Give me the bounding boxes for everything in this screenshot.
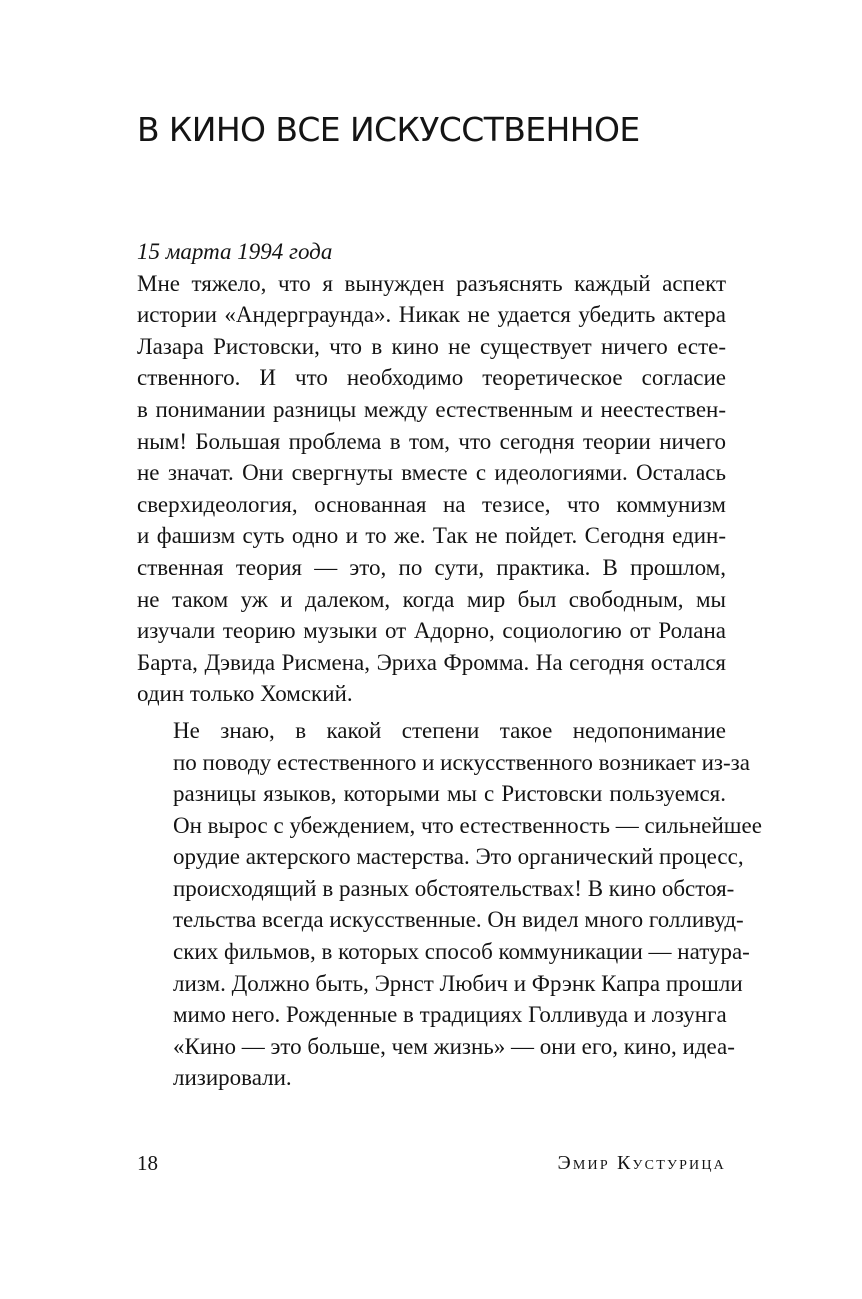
entry-date: 15 марта 1994 года [137, 239, 333, 264]
text-line: изучали теорию музыки от Адорно, социологию от Ролана [137, 618, 726, 644]
paragraph [137, 268, 726, 710]
text-line: Не знаю, в какой степени такое недопонимание [173, 717, 726, 743]
text-line: ным! Большая проблема в том, что сегодня теории ничего [137, 428, 726, 454]
text-line: один только Хомский. [137, 681, 353, 707]
text-line: не значат. Они свергнуты вместе с идеологиями. Осталась [137, 460, 726, 486]
text-line: орудие актерского мастерства. Это органический процесс, [173, 844, 744, 870]
text-line: разницы языков, которыми мы с Ристовски пользуемся. [173, 781, 726, 807]
text-line: в понимании разницы между естественным и неестествен- [137, 396, 726, 422]
text-line: ственного. И что необходимо теоретическое согласие [137, 365, 726, 391]
text-line: Он вырос с убеждением, что естественность — сильнейшее [173, 812, 762, 838]
text-line: Мне тяжело, что я вынужден разъяснять каждый аспект [137, 270, 726, 296]
text-line: ственная теория — это, по сути, практика. В прошлом, [137, 554, 726, 580]
text-line: мимо него. Рожденные в традициях Голливуда и лозунга [173, 1002, 727, 1028]
text-line: Лазара Ристовски, что в кино не существует ничего есте- [137, 333, 726, 359]
text-line: не таком уж и далеком, когда мир был свободным, мы [137, 586, 726, 612]
text-line: происходящий в разных обстоятельствах! В кино обстоя- [173, 875, 735, 901]
text-line: Барта, Дэвида Рисмена, Эриха Фромма. На сегодня остался [137, 649, 726, 675]
page-number: 18 [137, 1151, 158, 1175]
running-head-author: Эмир Кустурица [557, 1152, 726, 1174]
text-line: и фашизм суть одно и то же. Так не пойдет. Сегодня един- [137, 523, 726, 549]
text-line: ских фильмов, в которых способ коммуникации — натура- [173, 939, 750, 965]
body-text [137, 268, 762, 1094]
text-line: лизм. Должно быть, Эрнст Любич и Фрэнк Капра прошли [173, 970, 743, 996]
text-block [137, 236, 762, 1094]
text-line: сверхидеология, основанная на тезисе, что коммунизм [137, 491, 726, 517]
text-line: тельства всегда искусственные. Он видел много голливуд- [173, 907, 744, 933]
text-line: истории «Андерграунда». Никак не удается убедить актера [137, 302, 726, 328]
paragraph [137, 715, 762, 1094]
page-footer [137, 1151, 726, 1181]
text-line: по поводу естественного и искусственного возникает из-за [173, 749, 750, 775]
text-line: «Кино — это больше, чем жизнь» — они его, кино, идеа- [173, 1033, 735, 1059]
text-line: лизировали. [173, 1065, 292, 1091]
chapter-title: В КИНО ВСЕ ИСКУССТВЕННОЕ [137, 110, 640, 149]
